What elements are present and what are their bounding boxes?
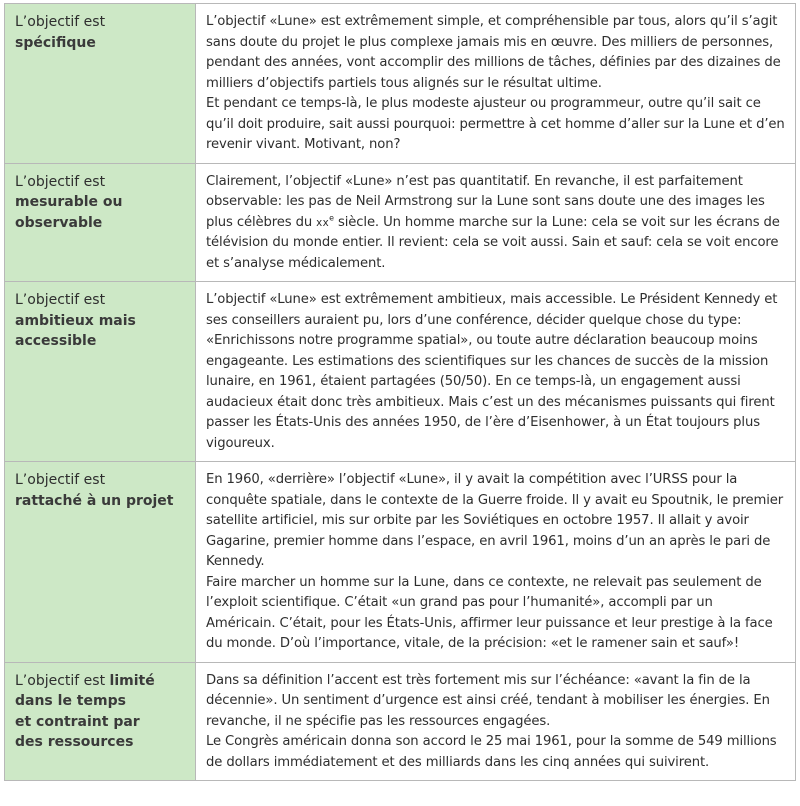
criterion-keyword: spécifique (15, 34, 96, 51)
explanation-paragraph (206, 573, 785, 655)
text-segment: L’objectif «Lune» est extrêmement simple, et compréhensible par tous, alors qu’il s’agit sans doute du projet le plus complexe jamais mis en œuvre. Des milliers de personnes, pendant des années, vont accomplir des millions de tâches, définies par des dizaines de milliers d’objectifs partiels tous alignés sur le résultat ultime. (206, 14, 781, 91)
explanation-paragraph (206, 470, 785, 573)
criterion-keyword: mesurable ou (15, 194, 123, 210)
criterion-keyword: observable (15, 214, 103, 231)
text-segment: Clairement, l’objectif «Lune» n’est pas quantitatif. En revanche, il est parfaitement observable: les pas de Neil Armstrong sur la Lune sont sans doute une des images les plus célèbres du (206, 173, 765, 230)
table-row (5, 662, 796, 781)
criterion-keyword: dans le temps (15, 693, 126, 709)
table-row (5, 462, 796, 663)
criterion-label-cell (5, 163, 196, 282)
criterion-prefix: L’objectif est (15, 173, 106, 190)
criterion-label-cell (5, 4, 196, 164)
text-segment: xx (316, 216, 330, 229)
criterion-keyword: des ressources (15, 734, 134, 750)
criterion-prefix: L’objectif est (15, 472, 106, 488)
smart-criteria-table (4, 3, 796, 781)
criterion-keyword: limité (109, 672, 155, 689)
text-segment: e (329, 213, 334, 223)
criterion-keyword: accessible (15, 333, 97, 349)
table-row (5, 282, 796, 462)
explanation-paragraph (206, 172, 785, 275)
explanation-paragraph (206, 732, 785, 773)
criterion-label-cell (5, 282, 196, 462)
text-segment: Faire marcher un homme sur la Lune, dans ce contexte, ne relevait pas seulement de l’exploit scientifique. C’était «un grand pas pour l’humanité», accompli par un Américain. C’était, pour les États-Unis, affirmer leur puissance et leur prestige à la face du monde. D’où l’importance, vitale, de la précision: «et le ramener sain et sauf»! (206, 574, 773, 651)
criterion-prefix: L’objectif est (15, 14, 106, 30)
explanation-paragraph (206, 671, 785, 733)
criterion-keyword: ambitieux mais (15, 312, 136, 329)
explanation-cell (196, 4, 796, 164)
table-body (5, 4, 796, 781)
text-segment: Le Congrès américain donna son accord le 25 mai 1961, pour la somme de 549 millions de dollars immédiatement et des milliards dans les cinq années qui suivirent. (206, 734, 777, 770)
explanation-cell (196, 662, 796, 781)
table-row (5, 163, 796, 282)
text-segment: Et pendant ce temps-là, le plus modeste ajusteur ou programmeur, outre qu’il sait ce qu’il doit produire, sait aussi pourquoi: permettre à cet homme d’aller sur la Lune et d’en revenir vivant. Motivant, non? (206, 96, 785, 152)
text-segment: L’objectif «Lune» est extrêmement ambitieux, mais accessible. Le Président Kennedy et ses conseillers auraient pu, lors d’une conférence, décider quelque chose du type: «Enrichissons notre programme spatial», ou toute autre déclaration beaucoup moins engageante. Les estimations des scientifiques sur les chances de succès de la mission lunaire, en 1961, étaient partagées (50/50). En ce temps-là, un engagement aussi audacieux était donc très ambitieux. Mais c’est un des mécanismes puissants qui firent passer les États-Unis des années 1950, de l’ère d’Eisenhower, à un État toujours plus vigoureux. (206, 292, 778, 451)
criterion-label-cell (5, 462, 196, 663)
text-segment: Dans sa définition l’accent est très fortement mis sur l’échéance: «avant la fin de la décennie». Un sentiment d’urgence est ainsi créé, tendant à mobiliser les énergies. En revanche, il ne spécifie pas les ressources engagées. (206, 672, 770, 729)
explanation-cell (196, 163, 796, 282)
text-segment: En 1960, «derrière» l’objectif «Lune», il y avait la compétition avec l’URSS pour la conquête spatiale, dans le contexte de la Guerre froide. Il y avait eu Spoutnik, le premier satellite artificiel, mis sur orbite par les Soviétiques en octobre 1957. Il allait y avoir Gagarine, premier homme dans l’espace, en avril 1961, moins d’un an après le pari de Kennedy. (206, 472, 784, 569)
explanation-paragraph (206, 12, 785, 94)
criterion-label-cell (5, 662, 196, 781)
explanation-cell (196, 282, 796, 462)
criterion-prefix: L’objectif est (15, 292, 106, 308)
criterion-keyword: rattaché à un projet (15, 492, 174, 509)
table-row (5, 4, 796, 164)
text-segment: siècle. Un homme marche sur la Lune: cela se voit sur les écrans de télévision du monde entier. Il revient: cela se voit aussi. Sain et sauf: cela se voit encore et s’analyse médicalement. (206, 214, 780, 271)
explanation-paragraph (206, 94, 785, 156)
criterion-keyword: et contraint par (15, 713, 140, 730)
explanation-cell (196, 462, 796, 663)
explanation-paragraph (206, 290, 785, 454)
criterion-prefix: L’objectif est (15, 672, 110, 689)
